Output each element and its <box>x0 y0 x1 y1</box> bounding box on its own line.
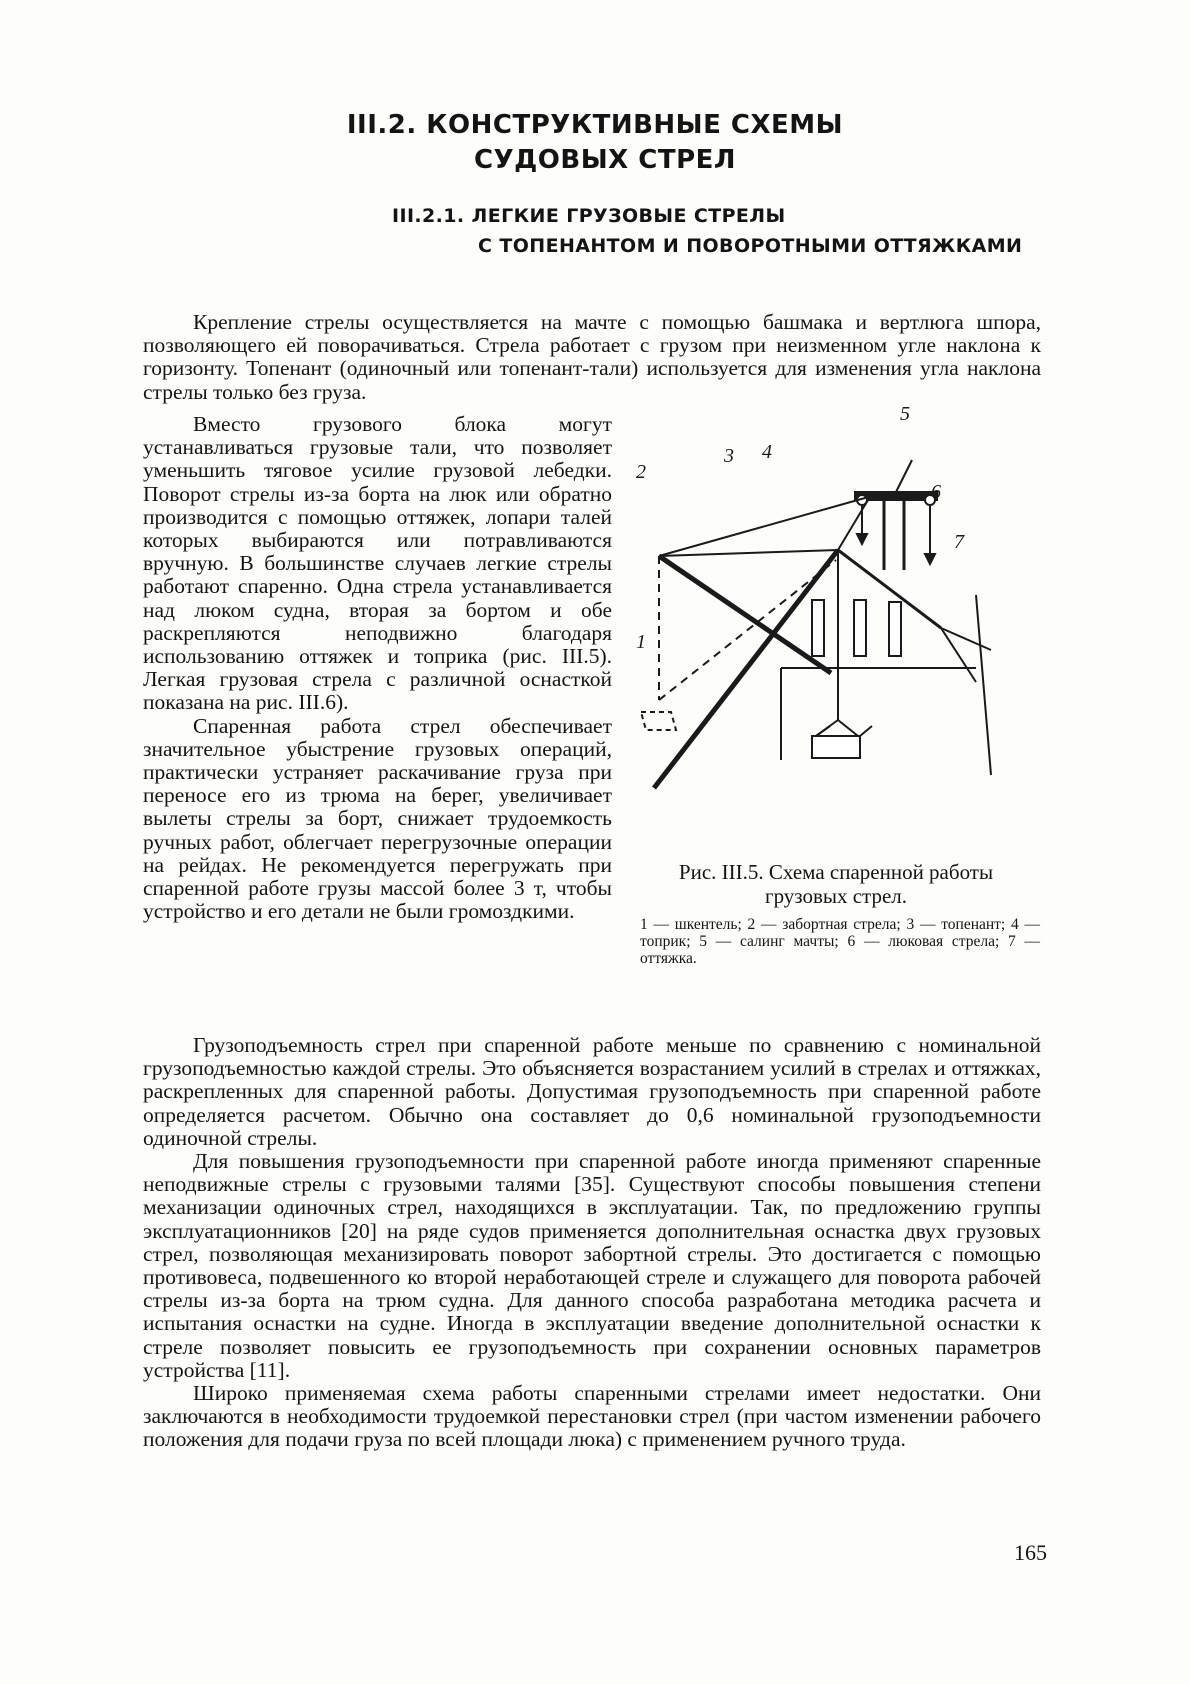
figure-label-5: 5 <box>900 403 910 425</box>
page-number: 165 <box>1014 1540 1047 1565</box>
cargo-outboard <box>641 712 676 730</box>
subsection-title-line1: III.2.1. ЛЕГКИЕ ГРУЗОВЫЕ СТРЕЛЫ <box>392 205 786 227</box>
post <box>854 600 866 656</box>
section-title-line2: СУДОВЫХ СТРЕЛ <box>474 145 736 175</box>
post <box>812 600 824 656</box>
runner-dashed <box>659 560 836 700</box>
paragraph: Для повышения грузоподъемности при спаренной работе иногда применяют спаренные неподвижные стрелы с грузовыми талями [35]. Существуют способы повышения степени механизации одиночных стрел, находящихся в эксплуатации. Так, по предложению группы эксплуатационников [20] на ряде судов применяется дополнительная оснастка двух грузовых стрел, позволяющая механизировать поворот забортной стрелы. Это достигается с помощью противовеса, подвешенного ко второй неработающей стреле и служащего для поворота рабочей стрелы из-за борта на трюм судна. Для данного способа разработана методика расчета и испытания оснастки на судне. Иногда в эксплуатации введение дополнительной оснастки к стреле позволяет повысить ее грузоподъемность при сохранении основных параметров устройства [11]. <box>143 1149 1041 1382</box>
boom-scheme-drawing <box>636 403 1056 850</box>
subsection-title-line2: С ТОПЕНАНТОМ И ПОВОРОТНЫМИ ОТТЯЖКАМИ <box>478 235 1023 257</box>
paragraph: Грузоподъемность стрел при спаренной работе меньше по сравнению с номинальной грузоподъемностью каждой стрелы. Это объясняется возрастанием усилий в стрелах и оттяжках, раскрепленных для спаренной работы. Допустимая грузоподъемность при спаренной работе определяется расчетом. Обычно она составляет до 0,6 номинальной грузоподъемности одиночной стрелы. <box>143 1033 1041 1150</box>
text-block-left-column <box>143 413 612 923</box>
cargo-edge <box>860 726 872 736</box>
figure-label-1: 1 <box>636 631 646 653</box>
paragraph: Крепление стрелы осуществляется на мачте с помощью башмака и вертлюга шпора, позволяющего ей поворачиваться. Стрела работает с грузом при неизменном угле наклона к горизонту. Топенант (одиночный или топенант-тали) используется для изменения угла наклона стрелы только без груза. <box>143 310 1041 404</box>
section-title-line1: III.2. КОНСТРУКТИВНЫЕ СХЕМЫ <box>346 110 844 140</box>
guy-rail <box>976 595 991 775</box>
figure-label-2: 2 <box>636 461 646 483</box>
topping-lift <box>659 550 838 556</box>
post <box>889 602 901 656</box>
arrow <box>857 534 867 544</box>
figure-boom-scheme <box>636 403 1056 850</box>
figure-caption: Рис. III.5. Схема спаренной работы грузовых стрел. <box>678 860 994 908</box>
figure-label-6: 6 <box>931 481 941 503</box>
sling <box>838 720 858 736</box>
figure-label-7: 7 <box>954 531 964 553</box>
figure-legend: 1 — шкентель; 2 — забортная стрела; 3 — топенант; 4 — топрик; 5 — салинг мачты; 6 — люковая стрела; 7 — оттяжка. <box>640 916 1040 967</box>
paragraph: Широко применяемая схема работы спаренными стрелами имеет недостатки. Они заключаются в необходимости трудоемкой перестановки стрел (при частом изменении рабочего положения для подачи груза по всей площади люка) с применением ручного труда. <box>143 1381 1041 1452</box>
figure-label-3: 3 <box>724 445 734 467</box>
figure-label-4: 4 <box>762 441 772 463</box>
outboard-boom <box>659 556 831 673</box>
paragraph: Вместо грузового блока могут устанавливаться грузовые тали, что позволяет уменьшить тяговое усилие грузовой лебедки. Поворот стрелы из-за борта на люк или обратно производится с помощью оттяжек, лопари талей которых выбираются или потравливаются вручную. В большинстве случаев легкие стрелы работают спаренно. Одна стрела устанавливается над люком судна, вторая за бортом и обе раскрепляются неподвижно благодаря использованию оттяжек и топрика (рис. III.5). Легкая грузовая стрела с различной оснасткой показана на рис. III.6). <box>143 412 612 715</box>
arrow <box>925 554 935 564</box>
text-block-bottom <box>143 1034 1041 1452</box>
paragraph: Спаренная работа стрел обеспечивает значительное убыстрение грузовых операций, практически устраняет раскачивание груза при переносе его из трюма на берег, увеличивает вылеты стрелы за борт, снижает трудоемкость ручных работ, облегчает перегрузочные операции на рейдах. Не рекомендуется перегружать при спаренной работе грузы массой более 3 т, чтобы устройство и его детали не были громоздкими. <box>143 713 612 924</box>
cargo <box>812 736 860 758</box>
cargo-edge <box>816 726 830 736</box>
label-leader <box>896 460 912 492</box>
text-block-top <box>143 311 1041 404</box>
